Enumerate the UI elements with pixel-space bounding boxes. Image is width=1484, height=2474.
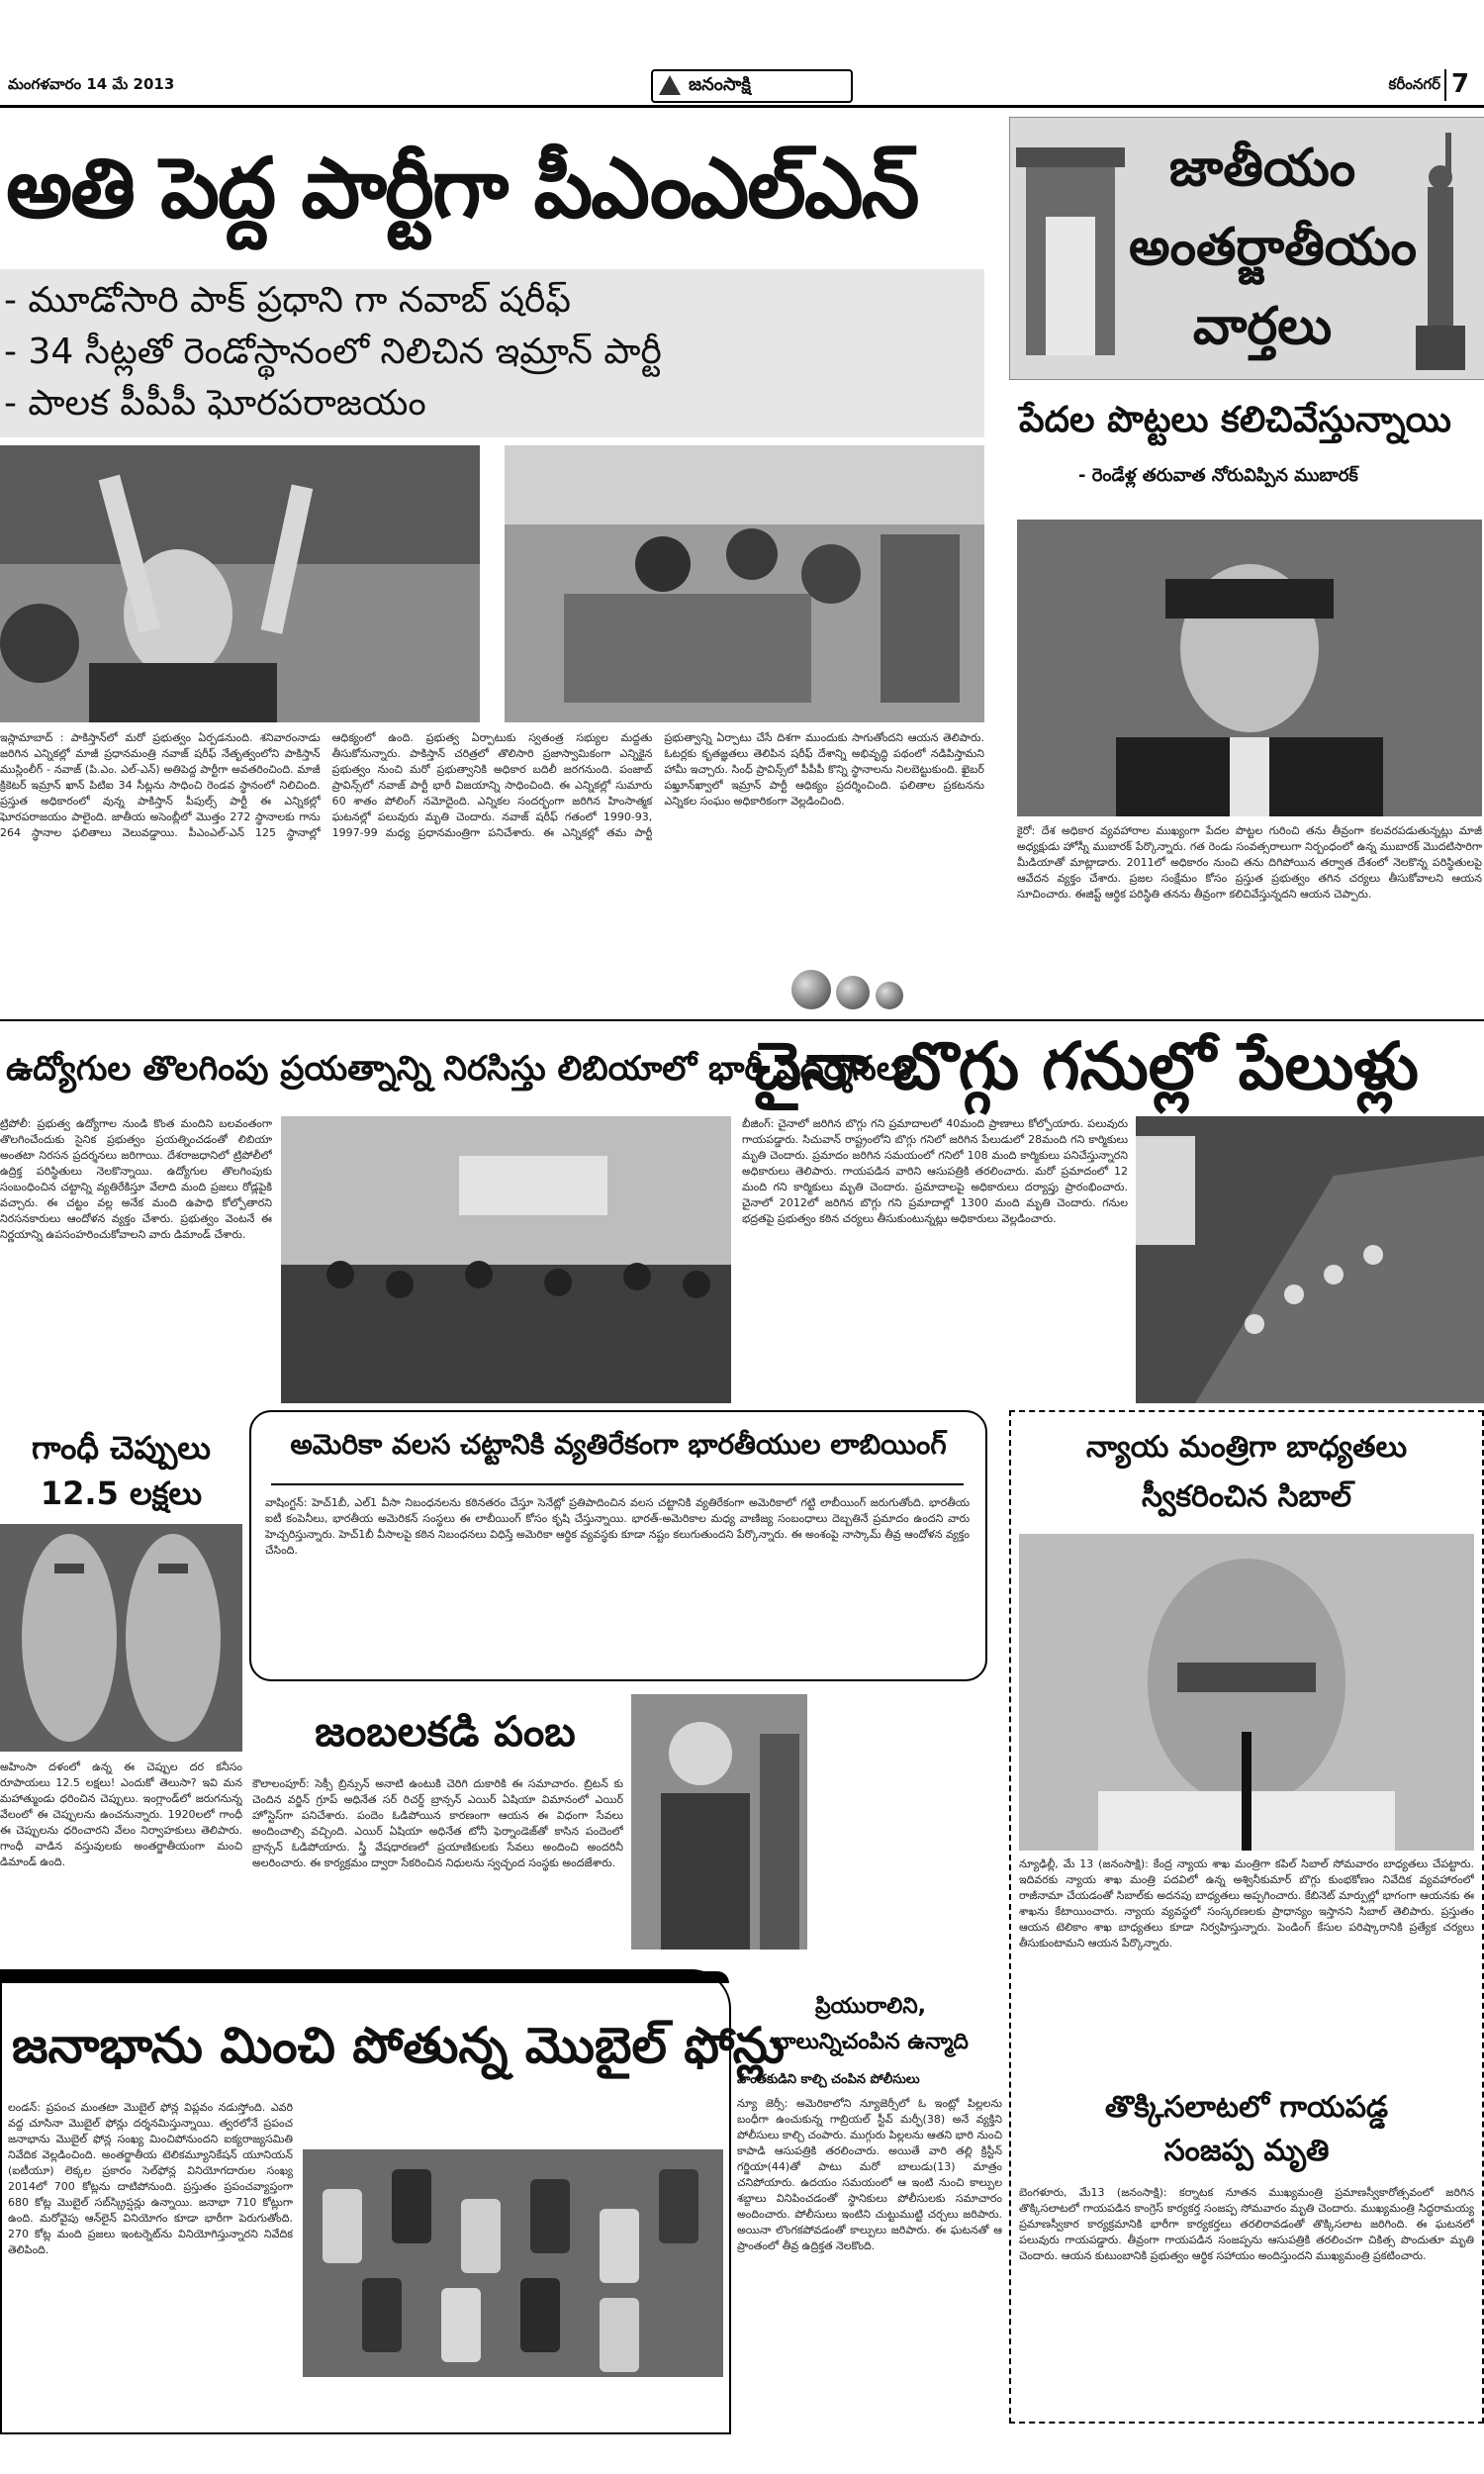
phones-headline: జనాభాను మించి పోతున్న మొబైల్ ఫోన్లు	[12, 2017, 786, 2074]
libya-protest-photo	[281, 1116, 731, 1403]
lover-headline-line2: బాలున్నిచంపిన ఉన్మాది	[773, 2030, 969, 2054]
header-edition: కరీంనగర్	[1388, 75, 1440, 93]
lead-bullet: - పాలక పీపీపీ ఘోరపరాజయం	[4, 383, 426, 424]
gandhi-headline-line2: 12.5 లక్షలు	[40, 1475, 203, 1512]
libya-body: ట్రిపోలీ: ప్రభుత్వ ఉద్యోగాల నుండి కొంత మందిని బలవంతంగా తొలగించేందుకు సైనిక ప్రభుత్వం ప్రయత్నించడంతో లిబియా అంతటా నిరసన ప్రదర్శనలు జరిగాయి. దేశరాజధానిలో ట్రిపోలీలో ఉద్రిక్త పరిస్థితులు నెలకొన్నాయి. ఉద్యోగుల తొలగింపుకు సంబంధించిన చట్టాన్ని వ్యతిరేకిస్తూ వేలాది మంది ప్రజలు రోడ్లపైకి వచ్చారు. ఈ చట్టం వల్ల అనేక మంది ఉపాధి కోల్పోతారని నిరసనకారులు ఆందోళన వ్యక్తం చేశారు. ప్రభుత్వం వెంటనే ఈ నిర్ణయాన్ని ఉపసంహరించుకోవాలని వారు డిమాండ్ చేశారు.	[0, 1117, 272, 1241]
mubarak-body: కైరో: దేశ అధికార వ్యవహారాల ముఖ్యంగా పేదల పొట్టల గురించి తను తీవ్రంగా కలవరపడుతున్నట్లు మాజీ అధ్యక్షుడు హోస్నీ ముబారక్ పేర్కొన్నారు. గత రెండు సంవత్సరాలుగా నిర్బంధంలో ఉన్న ముబారక్ మొదటిసారిగా మీడియాతో మాట్లాడారు. 2011లో అధికారం నుంచి తను దిగిపోయిన తర్వాత దేశంలో నెలకొన్న పరిస్థితులపై ఆవేదన వ్యక్తం చేశారు. ప్రజల సంక్షేమం కోసం ప్రస్తుత ప్రభుత్వం తగిన చర్యలు తీసుకోవాలని ఆయన సూచించారు. ఈజిప్ట్ ఆర్థిక పరిస్థితి తనను తీవ్రంగా కలిచివేస్తున్నదని ఆయన చెప్పారు.	[1017, 824, 1482, 901]
sibal-body: న్యూఢిల్లీ, మే 13 (జనంసాక్షి): కేంద్ర న్యాయ శాఖ మంత్రిగా కపిల్ సిబాల్ సోమవారం బాధ్యతలు చేపట్టారు. ఇదివరకు న్యాయ శాఖ మంత్రి పదవిలో ఉన్న అశ్వినీకుమార్ బొగ్గు కుంభకోణం నివేదిక వ్యవహారంలో రాజీనామా చేయడంతో సిబాల్‌కు అదనపు బాధ్యతలు అప్పగించారు. కేబినెట్ మార్పుల్లో భాగంగా ఆయనకు ఈ శాఖను కేటాయించారు. న్యాయ వ్యవస్థలో సంస్కరణలకు ప్రాధాన్యం ఇస్తానని సిబాల్ తెలిపారు. ప్రస్తుతం ఆయన టెలికాం శాఖ బాధ్యతలు కూడా నిర్వహిస్తున్నారు. పెండింగ్ కేసుల పరిష్కారానికి ప్రత్యేక చర్యలు తీసుకుంటామని ఆయన పేర్కొన్నారు.	[1019, 1857, 1474, 1950]
gandhi-headline: గాంధీ చెప్పులు	[32, 1429, 211, 1467]
stampede-headline-line2: సంజప్ప మృతి	[1163, 2134, 1330, 2168]
sibal-headline-line2: స్వీకరించిన సిబాల్	[1141, 1479, 1352, 1514]
lead-body: ఇస్లామాబాద్ : పాకిస్తాన్‌లో మరో ప్రభుత్వం ఏర్పడనుంది. శనివారంనాడు జరిగిన ఎన్నికల్లో మాజీ ప్రధానమంత్రి నవాజ్ షరీఫ్ నేతృత్వంలోని పాకిస్తాన్ ముస్లింలీగ్ - నవాజ్ (పి.ఎం. ఎల్-ఎన్) అతిపెద్ద పార్టీగా అవతరించింది. మాజీ క్రికెటర్ ఇమ్రాన్ ఖాన్ పిటిఐ 34 సీట్లను సాధించి రెండవ స్థానంలో నిలిచింది. ప్రస్తుత అధికారంలో వున్న పాకిస్తాన్ పీపుల్స్ పార్టీ ఈ ఎన్నికల్లో ఘోరపరాజయం పాలైంది. జాతీయ అసెంబ్లీలో మొత్తం 272 స్థానాలకు గాను 264 స్థానాల ఫలితాలు వెలువడ్డాయి. పీఎంఎల్-ఎన్ 125 స్థానాల్లో ఆధిక్యంలో ఉంది. ప్రభుత్వ ఏర్పాటుకు స్వతంత్ర సభ్యుల మద్దతు తీసుకోనున్నారు. పాకిస్తాన్ చరిత్రలో తొలిసారి ప్రజాస్వామికంగా ఎన్నికైన ప్రభుత్వం నుంచి మరో ప్రభుత్వానికి అధికార బదిలీ జరగనుంది. పంజాబ్ ప్రావిన్స్‌లో నవాజ్ పార్టీ భారీ విజయాన్ని సాధించింది. ఈ ఎన్నికల్లో సుమారు 60 శాతం పోలింగ్ నమోదైంది. ఎన్నికల సందర్భంగా జరిగిన హింసాత్మక ఘటనల్లో పలువురు మృతి చెందారు. నవాజ్ షరీఫ్ గతంలో 1990-93, 1997-99 మధ్య ప్రధానమంత్రిగా పనిచేశారు. ఈ ఎన్నికల్లో తమ పార్టీ ప్రభుత్వాన్ని ఏర్పాటు చేసే దిశగా ముందుకు సాగుతోందని ఆయన తెలిపారు. ఓటర్లకు కృతజ్ఞతలు తెలిపిన షరీఫ్ దేశాన్ని అభివృద్ధి పథంలో నడిపిస్తామని హామీ ఇచ్చారు. సింధ్ ప్రావిన్స్‌లో పీపీపీ కొన్ని స్థానాలను నిలబెట్టుకుంది. ఖైబర్ పఖ్తూన్‌ఖ్వాలో ఇమ్రాన్ పార్టీ ఆధిక్యం ప్రదర్శించింది. ఫలితాల ప్రకటనను ఎన్నికల సంఘం అధికారికంగా వెల్లడించింది.	[0, 731, 984, 839]
banner-line: జాతీయం	[1168, 139, 1356, 198]
sibal-headline: న్యాయ మంత్రిగా బాధ్యతలు	[1085, 1430, 1408, 1465]
banner-line: అంతర్జాతీయం	[1129, 218, 1418, 277]
lover-subhead: హంతకుడిని కాల్చి చంపిన పోలీసులు	[737, 2072, 920, 2087]
lead-headline: అతి పెద్ద పార్టీగా పీఎంఎల్ఎన్	[6, 140, 918, 237]
lobby-body: వాషింగ్టన్: హెచ్1బీ, ఎల్1 వీసా నిబంధనలను కఠినతరం చేస్తూ సెనేట్లో ప్రతిపాదించిన వలస చట్టానికి వ్యతిరేకంగా అమెరికాలో గట్టి లాబీయింగ్ జరుగుతోంది. భారతీయ ఐటీ కంపెనీలు, భారతీయ అమెరికన్ సంస్థలు ఈ లాబీయింగ్ కోసం కృషి చేస్తున్నాయి. భారత్-అమెరికాల మధ్య వాణిజ్య సంబంధాలు దెబ్బతినే ప్రమాదం ఉందని వారు హెచ్చరిస్తున్నారు. హెచ్1బీ వీసాలపై కఠిన నిబంధనలు విధిస్తే అమెరికా ఆర్థిక వ్యవస్థకు కూడా నష్టం కలుగుతుందని పేర్కొన్నారు. ఈ అంశంపై నాస్కామ్ తీవ్ర ఆందోళన వ్యక్తం చేసింది.	[265, 1496, 970, 1557]
dot-icon	[876, 982, 903, 1009]
kapil-sibal-photo	[1019, 1534, 1474, 1851]
lead-bullet: - మూడోసారి పాక్ ప్రధాని గా నవాబ్ షరీఫ్	[4, 280, 571, 321]
lobby-headline: అమెరికా వలస చట్టానికి వ్యతిరేకంగా భారతీయుల లాబియింగ్	[290, 1428, 947, 1461]
phones-headline-band	[2, 1971, 729, 1983]
lover-body: న్యూ జెర్సీ: అమెరికాలోని న్యూజెర్సీలో ఓ ఇంట్లో పిల్లలను బంధీగా ఉంచుకున్న గాబ్రియల్ స్టీవ్ మర్ఫీ(38) అనే వ్యక్తిని పోలీసులు కాల్చి చంపారు. ముగ్గురు పిల్లలను ఆతని భారి నుంచి కాపాడి ఆసుపత్రికి తరలించారు. అయితే వారి తల్లి క్రిస్టీన్ గర్జియా(44)తో పాటు మరో బాలుడు(13) మాత్రం చనిపోయారు. ఉదయం సమయంలో ఆ ఇంటి నుంచి కాల్పుల శబ్దాలు వినిపించడంతో స్థానికులు పోలీసులకు సమాచారం అందించారు. పోలీసులు ఇంటిని చుట్టుముట్టి చర్చలు జరిపారు. అయినా లొంగకపోవడంతో కాల్పులు జరిపారు. ఈ ఘటనతో ఆ ప్రాంతంలో తీవ్ర ఉద్రిక్తత నెలకొంది.	[737, 2097, 1002, 2252]
banner-line: వార్తలు	[1192, 297, 1333, 356]
china-headline: చైనా బొగ్గు గనుల్లో పేలుళ్లు	[752, 1028, 1419, 1104]
masthead-title: జనంసాక్షి	[689, 74, 751, 95]
decorative-dots	[791, 960, 920, 1009]
jambalakadi-headline: జంబలకడి పంబ	[315, 1707, 576, 1756]
gandhi-sandals-photo	[0, 1524, 242, 1752]
dot-icon	[836, 976, 870, 1009]
phones-box	[0, 1969, 786, 2434]
lover-headline: ప్రియురాలిని,	[814, 1994, 927, 2019]
dot-icon	[791, 970, 831, 1009]
coal-mine-rescue-photo	[1136, 1116, 1484, 1403]
branson-photo	[631, 1694, 807, 1950]
gandhi-body: అహింసా దళంలో ఉన్న ఈ చెప్పుల దర కనీసం రూపాయలు 12.5 లక్షలు! ఎందుకో తెలుసా? ఇవి మన మహాత్ముండు ధరించిన చెప్పులు. ఇంగ్లాండ్‌లో జరుగనున్న వేలంలో ఈ చెప్పులను ఉంచనున్నారు. 1920లలో గాంధీ ఈ చెప్పులను ధరించారని వేలం నిర్వాహకులు తెలిపారు. గాంధీ వాడిన వస్తువులకు అంతర్జాతీయంగా మంచి డిమాండ్ ఉంది.	[0, 1760, 242, 1868]
page-header	[8, 69, 1476, 103]
phones-body: లండన్: ప్రపంచ మంతటా మొబైల్ ఫోన్ల విప్లవం నడుస్తోంది. ఎవరి వద్ద చూసినా మొబైల్ ఫోన్లు దర్శనమిస్తున్నాయి. త్వరలోనే ప్రపంచ జనాభాను మొబైల్ ఫోన్ల సంఖ్య మించిపోనుందని ఐక్యరాజ్యసమితి నివేదిక వెల్లడించింది. అంతర్జాతీయ టెలికమ్యూనికేషన్ యూనియన్ (ఐటీయూ) లెక్కల ప్రకారం సెల్‌ఫోన్ల వినియోగదారుల సంఖ్య 2014లో 700 కోట్లను దాటిపోనుంది. ప్రస్తుతం ప్రపంచవ్యాప్తంగా 680 కోట్ల మొబైల్ సబ్‌స్క్రిప్షన్లు ఉన్నాయి. జనాభా 710 కోట్లుగా ఉంది. మరోవైపు ఆన్‌లైన్ వినియోగం కూడా భారీగా పెరుగుతోంది. 270 కోట్ల మంది ప్రజలు ఇంటర్నెట్‌ను వినియోగిస్తున్నారని నివేదిక తెలిపింది.	[8, 2101, 293, 2256]
mubarak-headline: పేదల పొట్టలు కలిచివేస్తున్నాయి	[1019, 400, 1451, 440]
mubarak-subhead: - రెండేళ్ల తరువాత నోరువిప్పిన ముబారక్	[1078, 465, 1358, 486]
page-number: 7	[1444, 69, 1474, 101]
jambalakadi-body: కౌలాలంపూర్: సెక్సీ బ్రిన్సున్ అనాటి ఉంటుకి చెరిగి దుకారికి ఈ సమాచారం. బ్రిటన్ కు చెందిన వర్జిన్ గ్రూప్ అధినేత సర్ రిచర్డ్ బ్రాన్సన్ ఎయిర్ ఏషియా విమానంలో ఎయిర్ హోస్టెస్‌గా పనిచేశారు. పందెం ఓడిపోయిన కారణంగా ఆయన ఈ విధంగా సేవలు అందించాల్సి వచ్చింది. ఎయిర్ ఏషియా అధినేత టోనీ ఫెర్నాండెజ్‌తో కాసిన పందెంలో బ్రాన్సన్ ఓడిపోయారు. స్త్రీ వేషధారణలో ప్రయాణికులకు సేవలు అందించి అందరినీ అలరించారు. ఈ కార్యక్రమం ద్వారా సేకరించిన నిధులను స్వచ్ఛంద సంస్థకు అందజేశారు.	[252, 1777, 623, 1869]
stampede-headline: తొక్కిసలాటలో గాయపడ్డ	[1104, 2090, 1389, 2125]
header-rule	[0, 105, 1484, 108]
jambalakadi-body-continued	[815, 1694, 983, 1950]
masthead-icon	[659, 75, 681, 95]
india-gate-icon	[1016, 138, 1125, 365]
lead-bullet: - 34 సీట్లతో రెండోస్థానంలో నిలిచిన ఇమ్రాన్ పార్టీ	[4, 332, 662, 372]
lead-bullets	[0, 269, 984, 437]
lobby-box	[249, 1410, 987, 1681]
mubarak-photo	[1017, 520, 1482, 816]
china-body: బీజింగ్: చైనాలో జరిగిన బొగ్గు గని ప్రమాదాలలో 40మంది ప్రాణాలు కోల్పోయారు. పలువురు గాయపడ్డారు. సిచువాన్ రాష్ట్రంలోని బొగ్గు గనిలో జరిగిన పేలుడులో 28మంది గని కార్మికులు మృతి చెందారు. ప్రమాదం జరిగిన సమయంలో గనిలో 108 మంది కార్మికులు పనిచేస్తున్నారని అధికారులు తెలిపారు. గాయపడిన వారిని ఆసుపత్రికి తరలించారు. మరో ప్రమాదంలో 12 మంది గని కార్మికులు మృతి చెందారు. ప్రమాదాలపై అధికారులు దర్యాప్తు ప్రారంభించారు. చైనాలో 2012లో జరిగిన బొగ్గు గని ప్రమాదాల్లో 1300 మంది మృతి చెందారు. గనుల భద్రతపై ప్రభుత్వం కఠిన చర్యలు తీసుకుంటున్నట్లు అధికారులు వెల్లడించారు.	[742, 1117, 1128, 1225]
lobby-rule	[271, 1483, 964, 1485]
polling-station-photo	[505, 445, 984, 722]
stampede-body: బెంగళూరు, మే13 (జనంసాక్షి): కర్నాటక నూతన ముఖ్యమంత్రి ప్రమాణస్వీకారోత్సవంలో జరిగిన తొక్కిసలాటలో గాయపడిన కాంగ్రెస్ కార్యకర్త సంజప్ప సోమవారం మృతి చెందారు. ముఖ్యమంత్రి సిద్ధరామయ్య ప్రమాణస్వీకార కార్యక్రమానికి భారీగా కార్యకర్తలు తరలిరావడంతో తొక్కిసలాట జరిగింది. ఈ ఘటనలో పలువురు గాయపడ్డారు. తీవ్రంగా గాయపడిన సంజప్పను ఆసుపత్రికి తరలించగా చికిత్స పొందుతూ మృతి చెందారు. ఆయన కుటుంబానికి ప్రభుత్వం ఆర్థిక సహాయం అందిస్తుందని ముఖ్యమంత్రి ప్రకటించారు.	[1019, 2186, 1474, 2262]
masthead	[651, 69, 853, 103]
libya-headline: ఉద్యోగుల తొలగింపు ప్రయత్నాన్ని నిరసిస్తు లిబియాలో భారీ ప్రదర్శనలు	[6, 1049, 912, 1089]
national-international-banner	[1009, 117, 1484, 380]
nawaz-sharif-photo	[0, 445, 480, 722]
header-date: మంగళవారం 14 మే 2013	[8, 75, 175, 93]
mobile-phones-photo	[303, 2149, 723, 2377]
